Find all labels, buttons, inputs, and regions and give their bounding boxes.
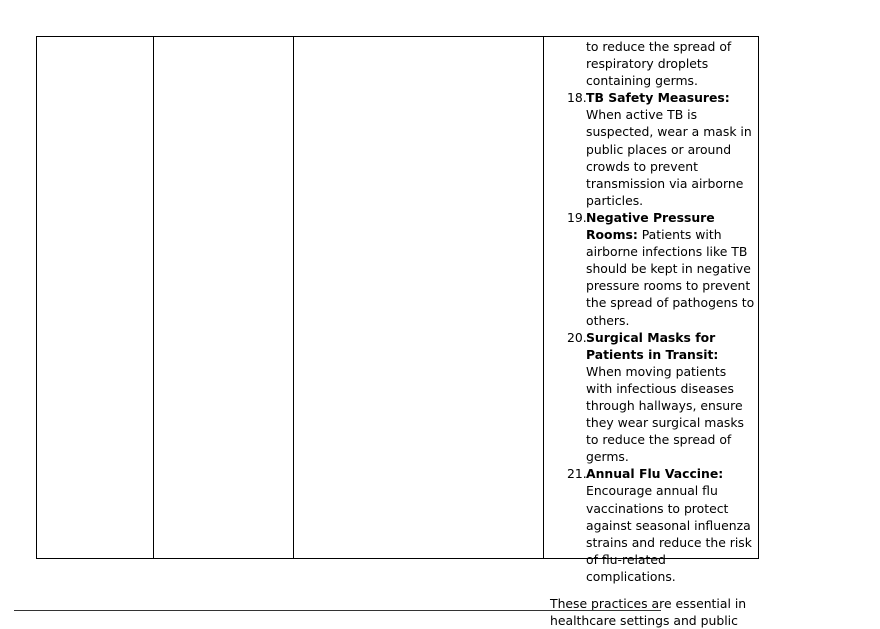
list-item-number: 21.	[567, 466, 587, 482]
list-item-term: Surgical Masks for Patients in Transit:	[586, 329, 719, 362]
list-item-term: TB Safety Measures:	[586, 90, 730, 106]
numbered-list	[550, 89, 760, 585]
list-item-term: Annual Flu Vaccine:	[586, 466, 724, 482]
column-divider-2	[293, 37, 294, 558]
list-item	[550, 329, 756, 466]
list-item-number: 20.	[567, 329, 587, 345]
footer-rule	[14, 610, 661, 611]
table	[36, 36, 759, 629]
list-item-text: Patients with airborne infections like TB should be kept in negative pressure rooms to prevent the spread of pathogens to others.	[586, 227, 755, 328]
closing-paragraph: These practices are essential in healthcare settings and public	[550, 596, 747, 629]
table-cell-content	[550, 37, 760, 629]
list-item	[550, 209, 756, 329]
list-item	[550, 89, 756, 209]
list-item-text: When active TB is suspected, wear a mask in public places or around crowds to prevent transmission via airborne particles.	[586, 107, 752, 208]
list-item-text: When moving patients with infectious diseases through hallways, ensure they wear surgical masks to reduce the spread of germs.	[586, 363, 745, 465]
list-item	[550, 465, 756, 585]
list-item-term: Negative Pressure Rooms:	[586, 209, 715, 243]
column-divider-1	[153, 37, 154, 558]
list-item-number: 18.	[567, 90, 587, 106]
column-divider-3	[543, 37, 544, 558]
continuation-text: to reduce the spread of respiratory droplets containing germs.	[586, 39, 732, 89]
list-item-text: Encourage annual flu vaccinations to protect against seasonal influenza strains and reduce the risk of flu-related complications.	[586, 483, 752, 584]
list-item-number: 19.	[567, 209, 587, 225]
